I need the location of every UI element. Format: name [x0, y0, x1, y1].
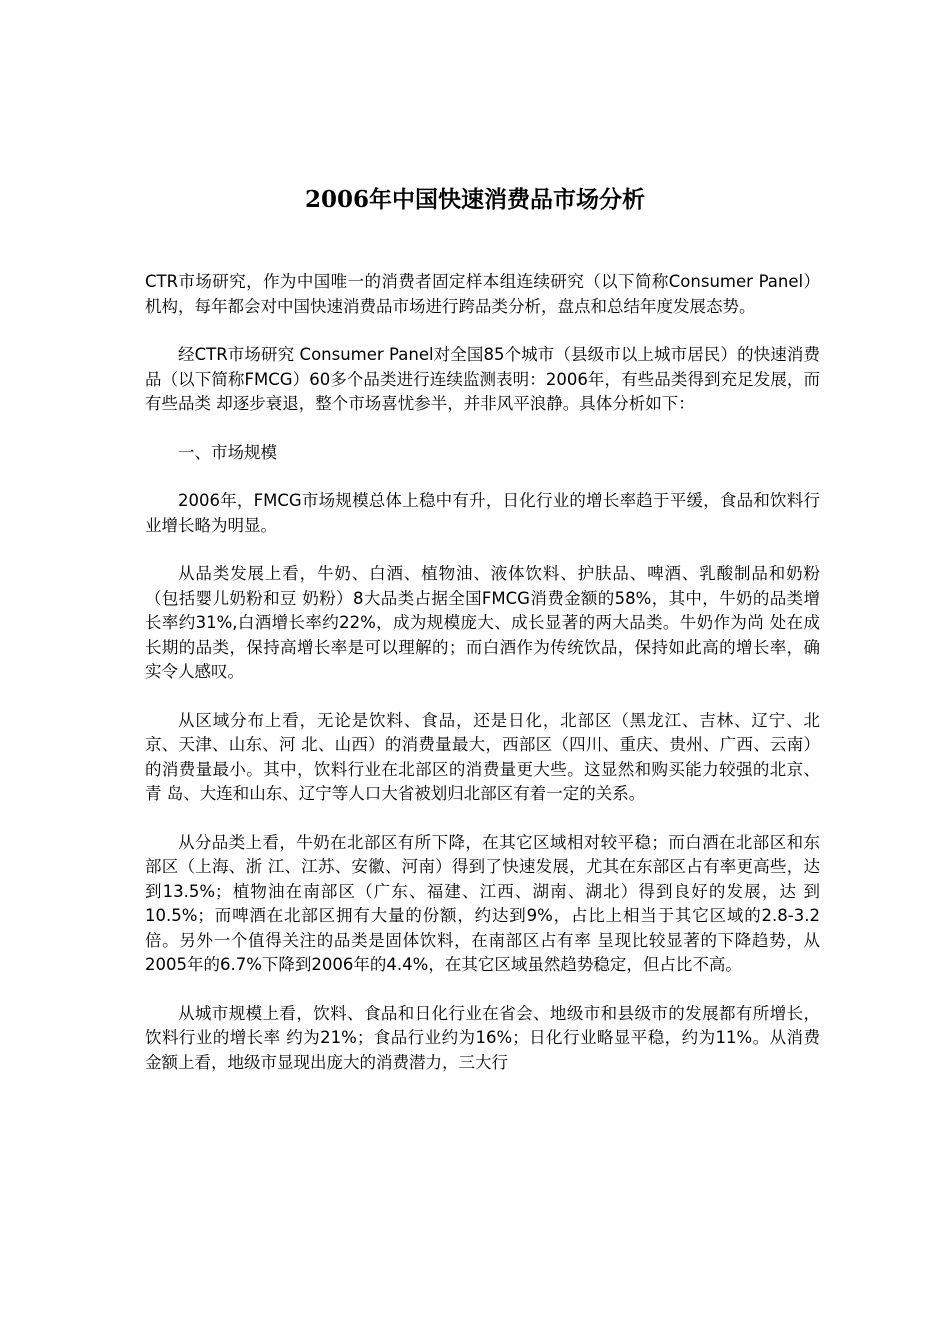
paragraph-regional-distribution: 从区域分布上看，无论是饮料、食品，还是日化，北部区（黑龙江、吉林、辽宁、北京、天津、山东、河 北、山西）的消费量最大，西部区（四川、重庆、贵州、广西、云南）的消费量最小。其中，饮料行业在北部区的消费量更大些。这显然和购买能力较强的北京、青 岛、大连和山东、辽宁等人口大省被划归北部区有着一定的关系。: [145, 710, 820, 803]
document-body: [145, 270, 820, 1075]
paragraph-city-scale: 从城市规模上看，饮料、食品和日化行业在省会、地级市和县级市的发展都有所增长，饮料行业的增长率 约为21%；食品行业约为16%；日化行业略显平稳，约为11%。从消费金额上看，地级市显现出庞大的消费潜力，三大行: [145, 1003, 820, 1072]
paragraph-intro: CTR市场研究，作为中国唯一的消费者固定样本组连续研究（以下简称Consumer Panel）机构，每年都会对中国快速消费品市场进行跨品类分析，盘点和总结年度发展态势。: [145, 272, 820, 316]
paragraph-category-development: 从品类发展上看，牛奶、白酒、植物油、液体饮料、护肤品、啤酒、乳酸制品和奶粉（包括婴儿奶粉和豆 奶粉）8大品类占据全国FMCG消费金额的58%，其中，牛奶的品类增长率约31%,白酒增长率约22%，成为规模庞大、成长显著的两大品类。牛奶作为尚 处在成长期的品类，保持高增长率是可以理解的；而白酒作为传统饮品，保持如此高的增长率，确实令人感叹。: [145, 564, 820, 681]
paragraph-monitoring: 经CTR市场研究 Consumer Panel对全国85个城市（县级市以上城市居民）的快速消费品（以下简称FMCG）60多个品类进行连续监测表明：2006年，有些品类得到充足发展，而有些品类 却逐步衰退，整个市场喜忧参半，并非风平浪静。具体分析如下：: [145, 345, 820, 413]
section-heading-market-size: 一、市场规模: [178, 442, 277, 462]
document-title: 2006年中国快速消费品市场分析: [304, 186, 645, 213]
paragraph-market-overview: 2006年，FMCG市场规模总体上稳中有升，日化行业的增长率趋于平缓，食品和饮料行业增长略为明显。: [145, 491, 820, 535]
paragraph-category-by-region: 从分品类上看，牛奶在北部区有所下降，在其它区域相对较平稳；而白酒在北部区和东部区（上海、浙 江、江苏、安徽、河南）得到了快速发展，尤其在东部区占有率更高些，达到13.5%；植物油在南部区（广东、福建、江西、湖南、湖北）得到良好的发展，达 到10.5%；而啤酒在北部区拥有大量的份额，约达到9%，占比上相当于其它区域的2.8-3.2倍。另外一个值得关注的品类是固体饮料，在南部区占有率 呈现比较显著的下降趋势，从2005年的6.7%下降到2006年的4.4%，在其它区域虽然趋势稳定，但占比不高。: [145, 832, 820, 974]
